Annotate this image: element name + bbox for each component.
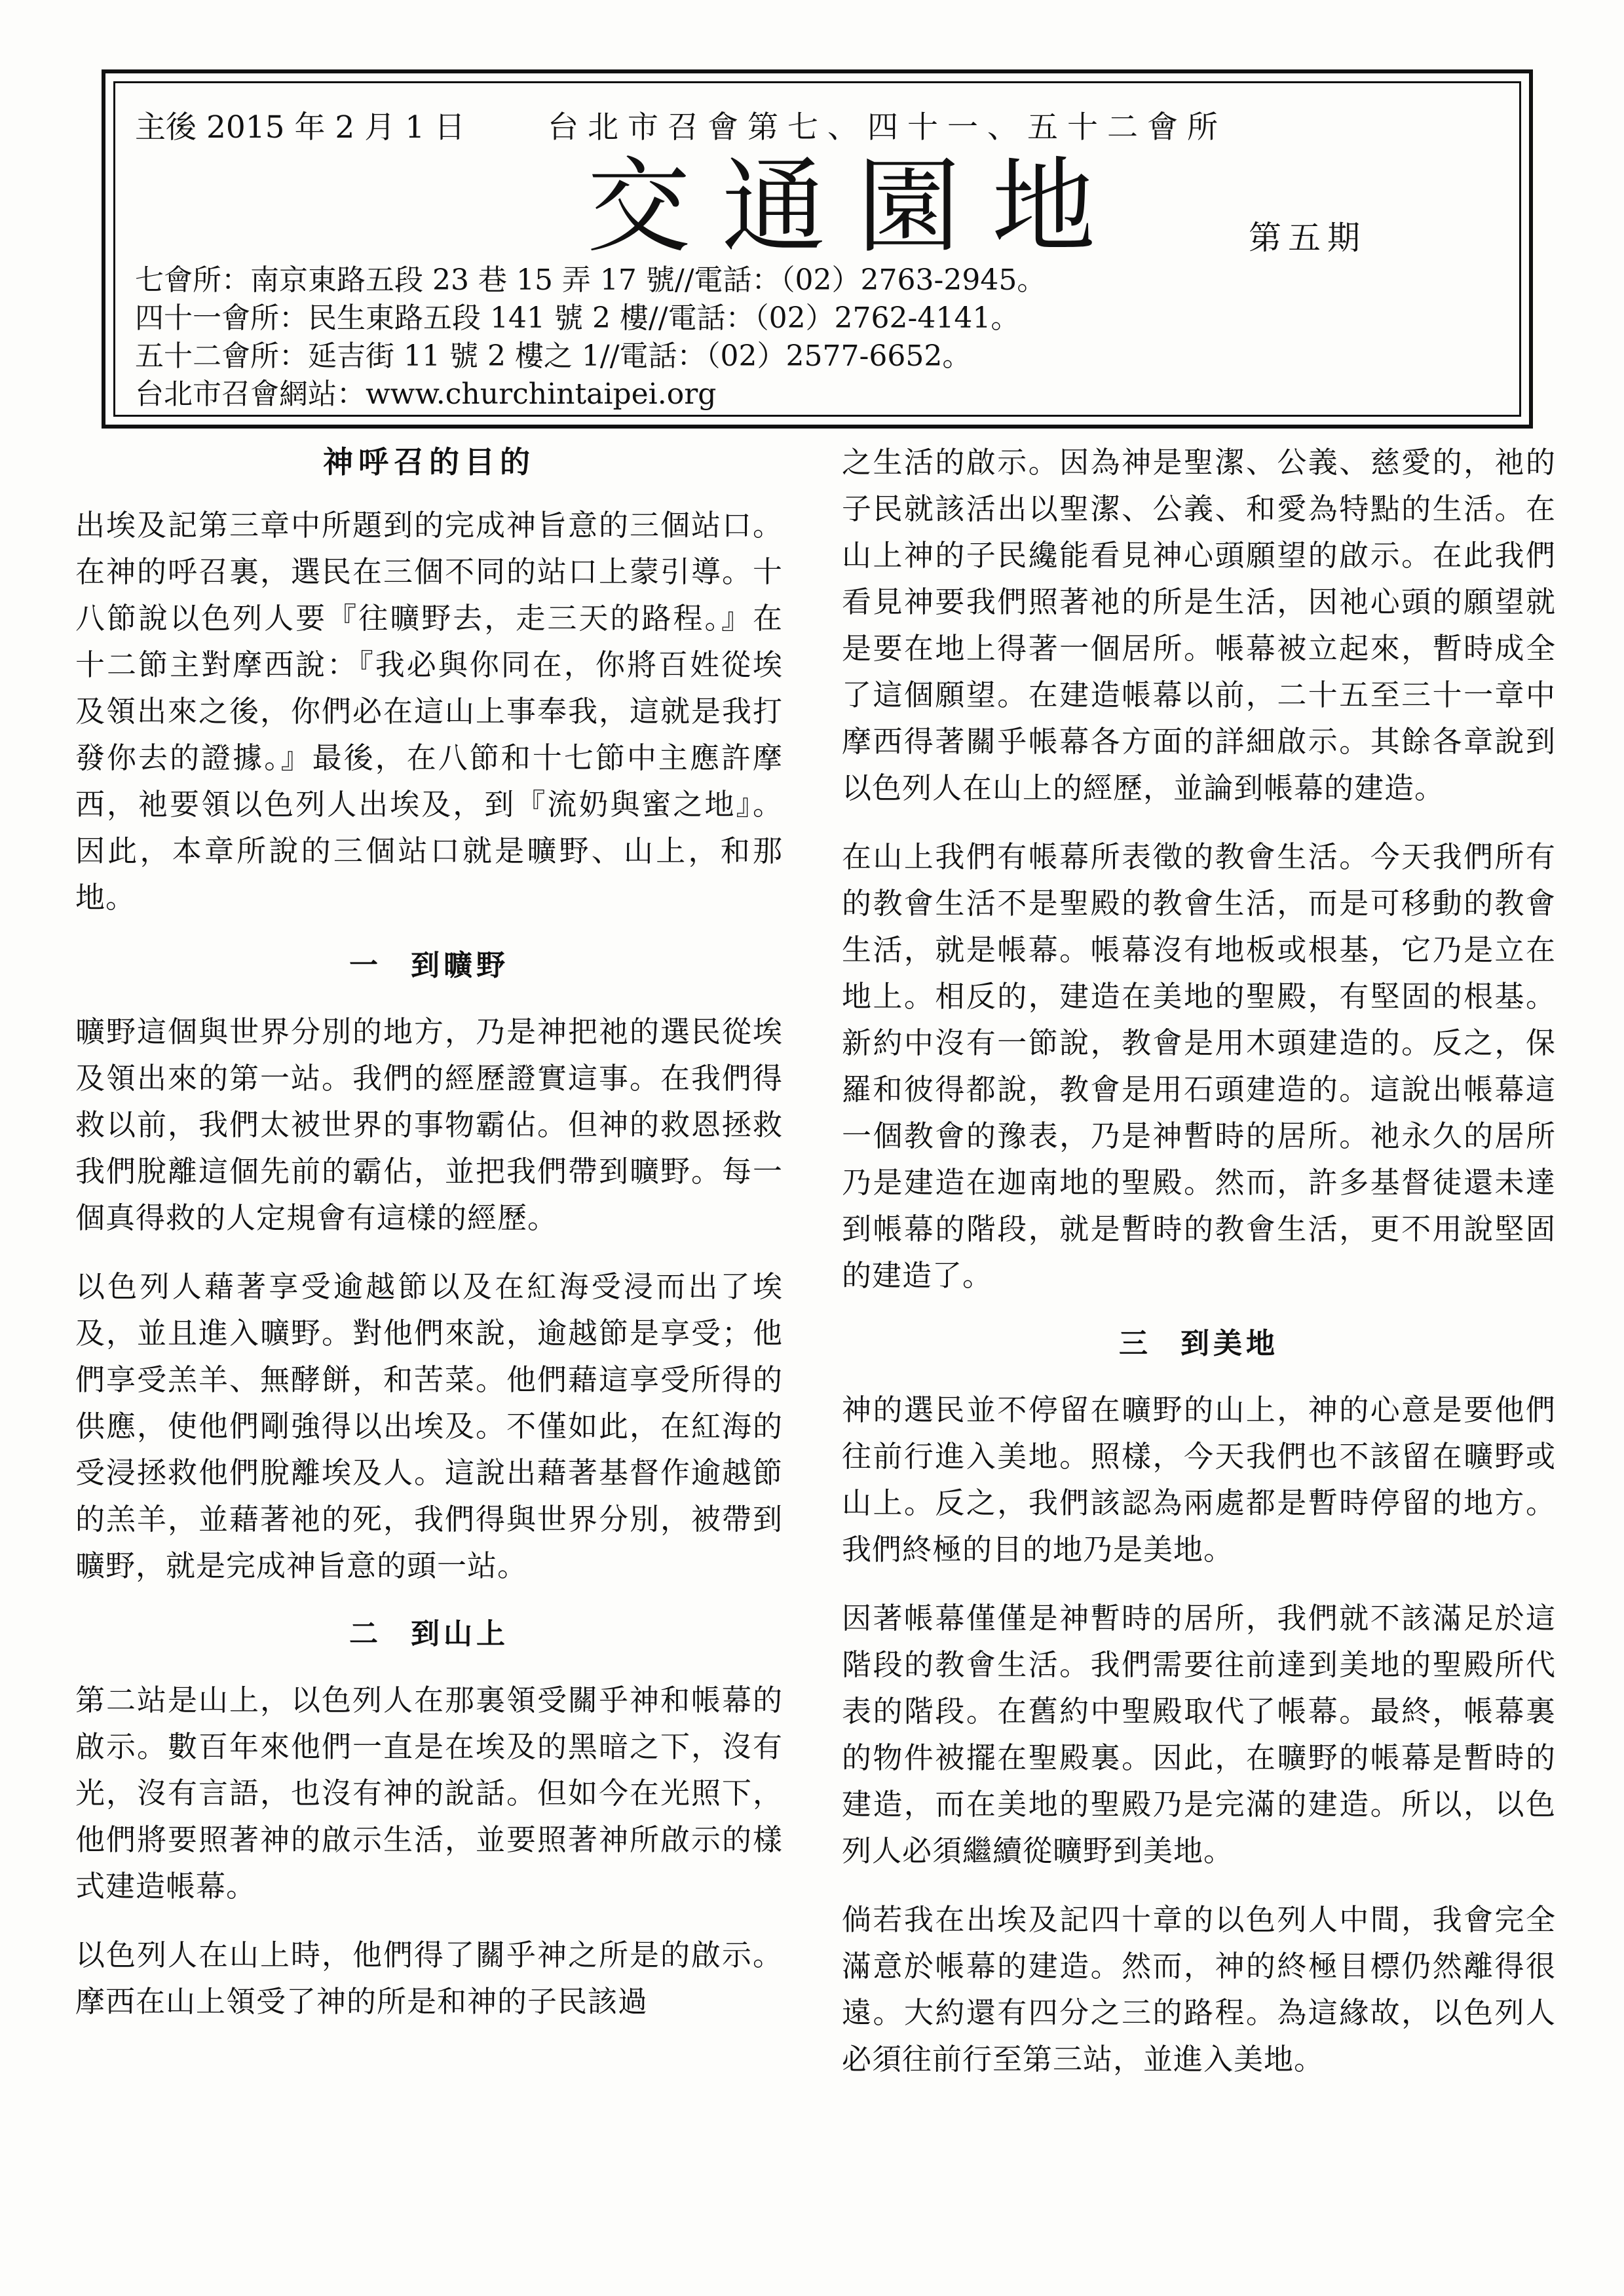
issue-number: 第五期 xyxy=(1249,219,1367,257)
section-2-heading xyxy=(75,1611,783,1657)
address-block xyxy=(135,261,1046,413)
section-1-paragraph-1: 曠野這個與世界分別的地方，乃是神把祂的選民從埃及領出來的第一站。我們的經歷證實這事。在我們得救以前，我們太被世界的事物霸佔。但神的救恩拯救我們脫離這個先前的霸佔，並把我們帶到曠野。每一個真得救的人定規會有這樣的經歷。 xyxy=(75,1014,783,1235)
section-1-paragraph-2: 以色列人藉著享受逾越節以及在紅海受浸而出了埃及，並且進入曠野。對他們來說，逾越節是享受；他們享受羔羊、無酵餅，和苦菜。他們藉這享受所得的供應，使他們剛強得以出埃及。不僅如此，在紅海的受浸拯救他們脫離埃及人。這說出藉著基督作逾越節的羔羊，並藉著祂的死，我們得與世界分別，被帶到曠野，就是完成神旨意的頭一站。 xyxy=(75,1269,783,1583)
section-2-title: 到山上 xyxy=(411,1617,509,1651)
section-2-paragraph-2-cont: 之生活的啟示。因為神是聖潔、公義、慈愛的，祂的子民就該活出以聖潔、公義、和愛為特點的生活。在山上神的子民纔能看見神心頭願望的啟示。在此我們看見神要我們照著祂的所是生活，因祂心頭的願望就是要在地上得著一個居所。帳幕被立起來，暫時成全了這個願望。在建造帳幕以前，二十五至三十一章中摩西得著關乎帳幕各方面的詳細啟示。其餘各章說到以色列人在山上的經歷，並論到帳幕的建造。 xyxy=(842,445,1556,805)
header-inner-border xyxy=(113,81,1521,417)
section-1-number: 一 xyxy=(349,949,382,982)
section-3-paragraph-1: 神的選民並不停留在曠野的山上，神的心意是要他們往前行進入美地。照樣，今天我們也不該留在曠野或山上。反之，我們該認為兩處都是暫時停留的地方。我們終極的目的地乃是美地。 xyxy=(842,1392,1556,1567)
section-2-paragraph-2-start: 以色列人在山上時，他們得了關乎神之所是的啟示。摩西在山上領受了神的所是和神的子民該過 xyxy=(75,1938,783,2019)
section-1-title: 到曠野 xyxy=(411,949,509,982)
section-3-paragraph-2: 因著帳幕僅僅是神暫時的居所，我們就不該滿足於這階段的教會生活。我們需要往前達到美地的聖殿所代表的階段。在舊約中聖殿取代了帳幕。最終，帳幕裏的物件被擺在聖殿裏。因此，在曠野的帳幕是暫時的建造，而在美地的聖殿乃是完滿的建造。所以，以色列人必須繼續從曠野到美地。 xyxy=(842,1601,1556,1868)
section-3-number: 三 xyxy=(1119,1327,1152,1360)
section-3-paragraph-3: 倘若我在出埃及記四十章的以色列人中間，我會完全滿意於帳幕的建造。然而，神的終極目標仍然離得很遠。大約還有四分之三的路程。為這緣故，以色列人必須往前行至第三站，並進入美地。 xyxy=(842,1902,1556,2076)
address-line-hall-52: 五十二會所：延吉街 11 號 2 樓之 1//電話：（02）2577-6652。 xyxy=(135,339,972,373)
section-3-heading xyxy=(842,1321,1556,1367)
left-column xyxy=(75,439,783,2025)
newsletter-title: 交通園地 xyxy=(587,147,1127,267)
right-column xyxy=(842,439,1556,2082)
section-2-number: 二 xyxy=(349,1617,382,1651)
organization-name: 台北市召會第七、四十一、五十二會所 xyxy=(548,109,1227,145)
article-title: 神呼召的目的 xyxy=(323,444,535,480)
header-box xyxy=(102,69,1533,429)
address-line-hall-7: 七會所：南京東路五段 23 巷 15 弄 17 號//電話：（02）2763-2945。 xyxy=(135,263,1046,297)
address-line-hall-41: 四十一會所：民生東路五段 141 號 2 樓//電話：（02）2762-4141。 xyxy=(135,301,1020,335)
section-2-paragraph-1: 第二站是山上，以色列人在那裏領受關乎神和帳幕的啟示。數百年來他們一直是在埃及的黑暗之下，沒有光，沒有言語，也沒有神的說話。但如今在光照下，他們將要照著神的啟示生活，並要照著神所啟示的樣式建造帳幕。 xyxy=(75,1683,783,1904)
section-1-heading xyxy=(75,943,783,989)
section-3-title: 到美地 xyxy=(1180,1327,1279,1360)
website-line: 台北市召會網站：www.churchintaipei.org xyxy=(135,377,717,411)
issue-date: 主後 2015 年 2 月 1 日 xyxy=(135,109,466,145)
intro-paragraph: 出埃及記第三章中所題到的完成神旨意的三個站口。在神的呼召裏，選民在三個不同的站口上蒙引導。十八節說以色列人要『往曠野去，走三天的路程。』在十二節主對摩西說：『我必與你同在，你將百姓從埃及領出來之後，你們必在這山上事奉我，這就是我打發你去的證據。』最後，在八節和十七節中主應許摩西，祂要領以色列人出埃及，到『流奶與蜜之地』。因此，本章所說的三個站口就是曠野、山上，和那地。 xyxy=(75,508,783,915)
section-2-paragraph-3: 在山上我們有帳幕所表徵的教會生活。今天我們所有的教會生活不是聖殿的教會生活，而是可移動的教會生活，就是帳幕。帳幕沒有地板或根基，它乃是立在地上。相反的，建造在美地的聖殿，有堅固的根基。新約中沒有一節說，教會是用木頭建造的。反之，保羅和彼得都說，教會是用石頭建造的。這說出帳幕這一個教會的豫表，乃是神暫時的居所。祂永久的居所乃是建造在迦南地的聖殿。然而，許多基督徒還未達到帳幕的階段，就是暫時的教會生活，更不用說堅固的建造了。 xyxy=(842,839,1556,1293)
